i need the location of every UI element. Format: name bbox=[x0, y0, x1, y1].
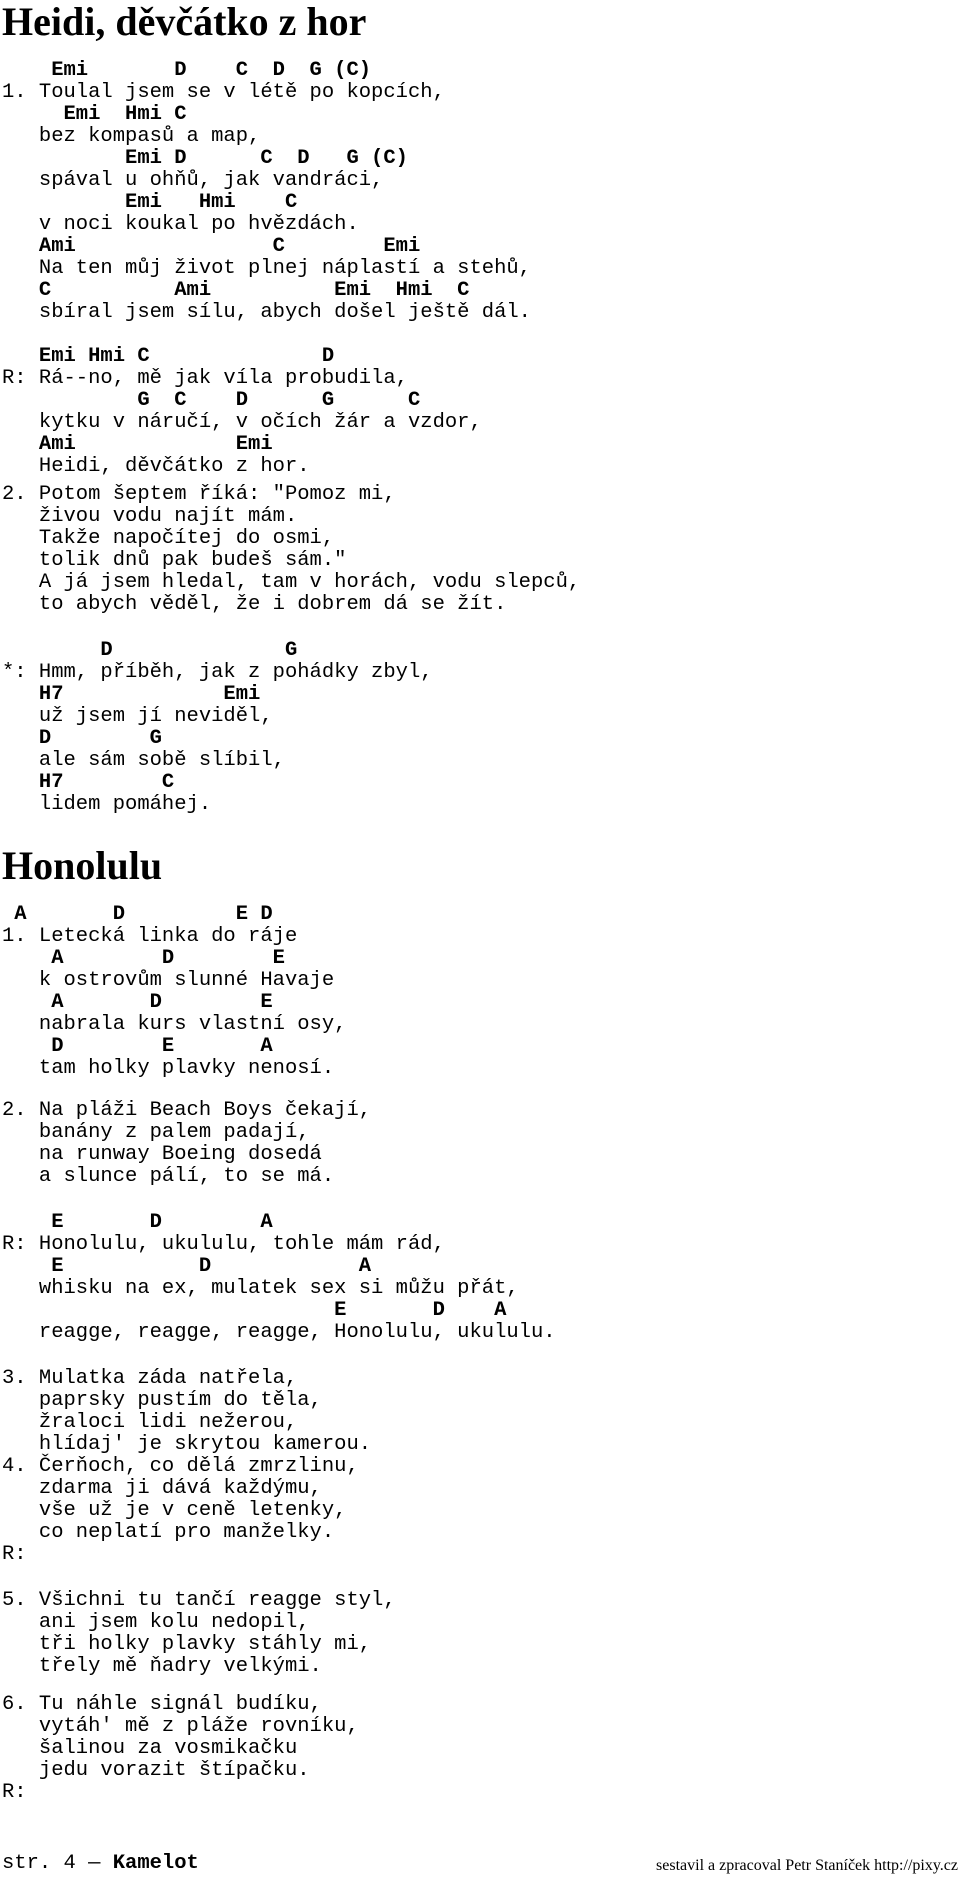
song-title: Honolulu bbox=[2, 843, 163, 888]
page-footer-credit: sestavil a zpracoval Petr Staníček http://pixy.cz bbox=[656, 1857, 958, 1874]
lyric-line: 3. Mulatka záda natřela, bbox=[2, 1367, 298, 1390]
lyric-line: Heidi, děvčátko z hor. bbox=[2, 455, 310, 478]
chord-line: G C D G C bbox=[2, 389, 421, 412]
lyric-line: 2. Na pláži Beach Boys čekají, bbox=[2, 1099, 372, 1122]
lyric-line: R: Honolulu, ukululu, tohle mám rád, bbox=[2, 1233, 445, 1256]
lyric-line: zdarma ji dává každýmu, bbox=[2, 1477, 322, 1500]
verse-6 bbox=[2, 1694, 359, 1804]
lyric-line: na runway Boeing dosedá bbox=[2, 1143, 322, 1166]
page-number: str. 4 — bbox=[2, 1852, 113, 1875]
chord-line: D G bbox=[2, 727, 162, 750]
chord-line: Ami C Emi bbox=[2, 235, 421, 258]
chord-line: A D E D bbox=[2, 903, 273, 926]
lyric-line: banány z palem padají, bbox=[2, 1121, 310, 1144]
lyric-line: v noci koukal po hvězdách. bbox=[2, 213, 359, 236]
lyric-line: šalinou za vosmikačku bbox=[2, 1737, 298, 1760]
verse-1 bbox=[2, 904, 346, 1080]
verse-1 bbox=[2, 60, 531, 324]
lyric-line: a slunce pálí, to se má. bbox=[2, 1165, 335, 1188]
chord-line: A D E bbox=[2, 991, 273, 1014]
verse-2 bbox=[2, 1100, 371, 1188]
page-footer-left bbox=[2, 1852, 199, 1876]
lyric-line: sbíral jsem sílu, abych došel ještě dál. bbox=[2, 301, 531, 324]
lyric-line: 1. Letecká linka do ráje bbox=[2, 925, 298, 948]
chord-line: H7 C bbox=[2, 771, 175, 794]
lyric-line: tři holky plavky stáhly mi, bbox=[2, 1633, 372, 1656]
lyric-line: 1. Toulal jsem se v létě po kopcích, bbox=[2, 81, 445, 104]
lyric-line: A já jsem hledal, tam v horách, vodu slepců, bbox=[2, 571, 581, 594]
lyric-line: vše už je v ceně letenky, bbox=[2, 1499, 347, 1522]
lyric-line: reagge, reagge, reagge, Honolulu, ukululu. bbox=[2, 1321, 556, 1344]
lyric-line: to abych věděl, že i dobrem dá se žít. bbox=[2, 593, 507, 616]
lyric-line: tam holky plavky nenosí. bbox=[2, 1057, 335, 1080]
lyric-line: už jsem jí neviděl, bbox=[2, 705, 273, 728]
verses-3-4 bbox=[2, 1368, 371, 1566]
chord-line: D E A bbox=[2, 1035, 273, 1058]
lyric-line: tolik dnů pak budeš sám." bbox=[2, 549, 347, 572]
lyric-line: spával u ohňů, jak vandráci, bbox=[2, 169, 384, 192]
lyric-line: R: Rá--no, mě jak víla probudila, bbox=[2, 367, 408, 390]
lyric-line: co neplatí pro manželky. bbox=[2, 1521, 335, 1544]
chord-line: Emi D C D G (C) bbox=[2, 147, 408, 170]
verse-2 bbox=[2, 484, 580, 616]
chord-line: Emi Hmi C bbox=[2, 103, 187, 126]
lyric-line: paprsky pustím do těla, bbox=[2, 1389, 322, 1412]
chord-line: E D A bbox=[2, 1211, 273, 1234]
lyric-line: ani jsem kolu nedopil, bbox=[2, 1611, 310, 1634]
lyric-line: 4. Čerňoch, co dělá zmrzlinu, bbox=[2, 1455, 359, 1478]
lyric-line: *: Hmm, příběh, jak z pohádky zbyl, bbox=[2, 661, 433, 684]
chorus bbox=[2, 346, 482, 478]
lyric-line: vytáh' mě z pláže rovníku, bbox=[2, 1715, 359, 1738]
lyric-line: Na ten můj život plnej náplastí a stehů, bbox=[2, 257, 531, 280]
chord-line: A D E bbox=[2, 947, 285, 970]
lyric-line: k ostrovům slunné Havaje bbox=[2, 969, 335, 992]
lyric-line: třely mě ňadry velkými. bbox=[2, 1655, 322, 1678]
chord-line: C Ami Emi Hmi C bbox=[2, 279, 470, 302]
lyric-line: lidem pomáhej. bbox=[2, 793, 212, 816]
chord-line: Emi D C D G (C) bbox=[2, 59, 372, 82]
bridge bbox=[2, 640, 433, 816]
lyric-line: R: bbox=[2, 1781, 27, 1804]
lyric-line: žraloci lidi nežerou, bbox=[2, 1411, 298, 1434]
lyric-line: bez kompasů a map, bbox=[2, 125, 261, 148]
lyric-line: 6. Tu náhle signál budíku, bbox=[2, 1693, 322, 1716]
chord-line: Ami Emi bbox=[2, 433, 273, 456]
lyric-line: kytku v náručí, v očích žár a vzdor, bbox=[2, 411, 482, 434]
lyric-line: Takže napočítej do osmi, bbox=[2, 527, 335, 550]
lyric-line: R: bbox=[2, 1543, 27, 1566]
lyric-line: nabrala kurs vlastní osy, bbox=[2, 1013, 347, 1036]
chord-line: E D A bbox=[2, 1255, 372, 1278]
lyric-line: 5. Všichni tu tančí reagge styl, bbox=[2, 1589, 396, 1612]
lyric-line: 2. Potom šeptem říká: "Pomoz mi, bbox=[2, 483, 396, 506]
lyric-line: hlídaj' je skrytou kamerou. bbox=[2, 1433, 372, 1456]
songbook-name: Kamelot bbox=[112, 1852, 199, 1875]
verse-5 bbox=[2, 1590, 396, 1678]
lyric-line: whisku na ex, mulatek sex si můžu přát, bbox=[2, 1277, 519, 1300]
chord-line: E D A bbox=[2, 1299, 507, 1322]
chord-line: Emi Hmi C D bbox=[2, 345, 335, 368]
chord-line: D G bbox=[2, 639, 298, 662]
chord-line: H7 Emi bbox=[2, 683, 261, 706]
song-title: Heidi, děvčátko z hor bbox=[2, 0, 367, 44]
lyric-line: živou vodu najít mám. bbox=[2, 505, 298, 528]
chord-line: Emi Hmi C bbox=[2, 191, 298, 214]
lyric-line: jedu vorazit štípačku. bbox=[2, 1759, 310, 1782]
lyric-line: ale sám sobě slíbil, bbox=[2, 749, 285, 772]
chorus bbox=[2, 1212, 556, 1344]
